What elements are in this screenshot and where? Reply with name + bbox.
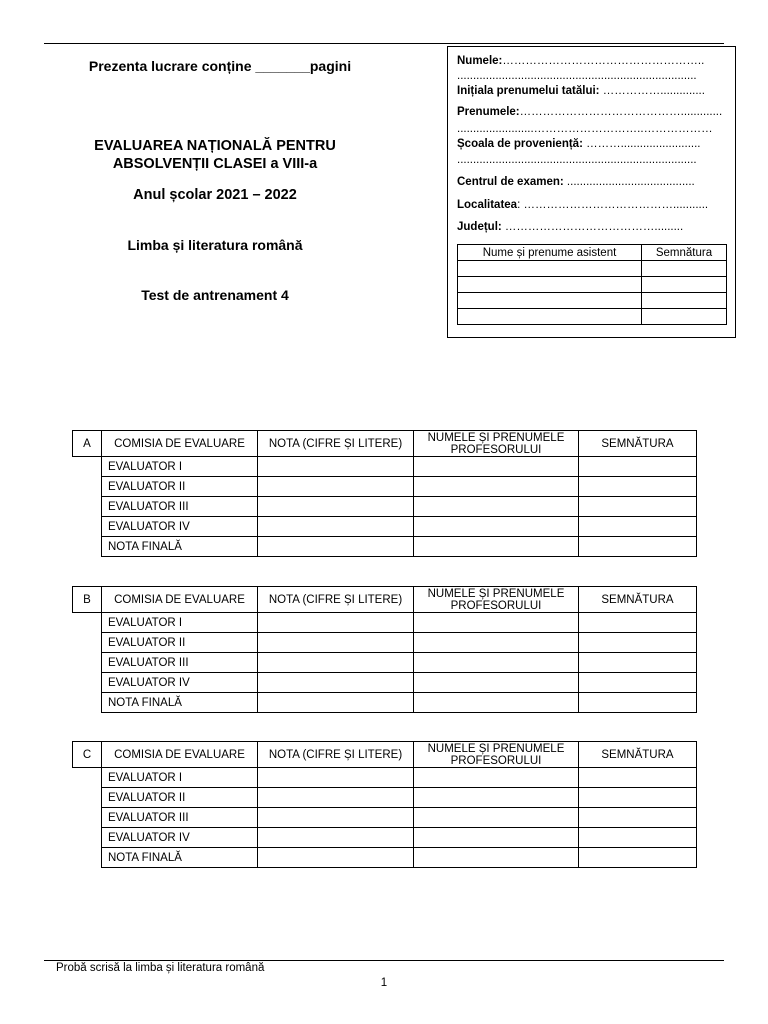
candidate-info-box [447, 46, 736, 338]
assistant-signature-cell[interactable] [642, 277, 727, 293]
grade-cell[interactable] [258, 653, 414, 673]
top-rule [44, 43, 724, 44]
evaluator-row [73, 613, 697, 633]
evaluation-table-b [72, 586, 697, 713]
teacher-name-header: NUMELE ȘI PRENUMELE PROFESORULUI [414, 742, 579, 768]
evaluator-label: EVALUATOR III [102, 653, 258, 673]
grade-cell[interactable] [258, 497, 414, 517]
signature-cell[interactable] [579, 693, 697, 713]
teacher-name-cell[interactable] [414, 673, 579, 693]
grade-cell[interactable] [258, 457, 414, 477]
blank-cell [73, 457, 102, 477]
field-scoala-cont[interactable]: ........................................................................... [457, 154, 697, 166]
evaluator-label: EVALUATOR I [102, 768, 258, 788]
teacher-name-cell[interactable] [414, 457, 579, 477]
grade-cell[interactable] [258, 613, 414, 633]
teacher-name-cell[interactable] [414, 613, 579, 633]
assistant-signature-cell[interactable] [642, 309, 727, 325]
evaluator-label: NOTA FINALĂ [102, 537, 258, 557]
assistant-signature-cell[interactable] [642, 261, 727, 277]
evaluator-row [73, 457, 697, 477]
blank-cell [73, 828, 102, 848]
blank-cell [73, 848, 102, 868]
evaluation-table-header [73, 587, 697, 613]
assistant-table-header [458, 245, 727, 261]
signature-header: SEMNĂTURA [579, 431, 697, 457]
school-year: Anul școlar 2021 – 2022 [133, 187, 297, 203]
assistant-name-cell[interactable] [458, 309, 642, 325]
signature-cell[interactable] [579, 477, 697, 497]
blank-cell [73, 693, 102, 713]
assistant-name-header: Nume și prenume asistent [458, 245, 642, 261]
field-numele[interactable]: Numele:…………………………………………….. [457, 55, 705, 67]
footer-rule [44, 960, 724, 961]
signature-cell[interactable] [579, 673, 697, 693]
evaluation-table-a [72, 430, 697, 557]
signature-cell[interactable] [579, 653, 697, 673]
field-numele-cont[interactable]: ........................................................................... [457, 70, 697, 82]
field-judetul[interactable]: Județul: …………………………………......... [457, 221, 684, 233]
page-number: 1 [380, 977, 388, 989]
field-centrul-examen[interactable]: Centrul de examen: ........................................ [457, 176, 695, 188]
test-name: Test de antrenament 4 [141, 287, 289, 303]
evaluator-row [73, 673, 697, 693]
evaluator-row [73, 808, 697, 828]
table-letter: C [73, 742, 102, 768]
grade-cell[interactable] [258, 693, 414, 713]
signature-cell[interactable] [579, 633, 697, 653]
teacher-name-cell[interactable] [414, 537, 579, 557]
evaluator-row [73, 517, 697, 537]
teacher-name-cell[interactable] [414, 788, 579, 808]
signature-cell[interactable] [579, 537, 697, 557]
evaluator-row [73, 537, 697, 557]
teacher-name-cell[interactable] [414, 477, 579, 497]
grade-cell[interactable] [258, 673, 414, 693]
grade-cell[interactable] [258, 537, 414, 557]
evaluator-label: EVALUATOR II [102, 477, 258, 497]
signature-cell[interactable] [579, 517, 697, 537]
teacher-name-cell[interactable] [414, 653, 579, 673]
evaluator-label: EVALUATOR I [102, 457, 258, 477]
signature-cell[interactable] [579, 788, 697, 808]
exam-title [60, 137, 370, 173]
signature-header: SEMNĂTURA [579, 742, 697, 768]
grade-cell[interactable] [258, 848, 414, 868]
grade-cell[interactable] [258, 788, 414, 808]
commission-header: COMISIA DE EVALUARE [102, 431, 258, 457]
teacher-name-cell[interactable] [414, 693, 579, 713]
evaluator-row [73, 788, 697, 808]
exam-title-line1: EVALUAREA NAȚIONALĂ PENTRU [94, 138, 336, 154]
blank-cell [73, 517, 102, 537]
teacher-name-cell[interactable] [414, 633, 579, 653]
grade-cell[interactable] [258, 633, 414, 653]
evaluator-row [73, 828, 697, 848]
table-letter: A [73, 431, 102, 457]
teacher-name-cell[interactable] [414, 768, 579, 788]
evaluator-row [73, 693, 697, 713]
teacher-name-cell[interactable] [414, 517, 579, 537]
signature-header: SEMNĂTURA [579, 587, 697, 613]
field-prenumele-cont[interactable]: ........................………………………..……………… [457, 123, 713, 135]
signature-cell[interactable] [579, 808, 697, 828]
grade-header: NOTA (CIFRE ȘI LITERE) [258, 431, 414, 457]
evaluation-table-c [72, 741, 697, 868]
blank-cell [73, 497, 102, 517]
teacher-name-header: NUMELE ȘI PRENUMELE PROFESORULUI [414, 587, 579, 613]
blank-cell [73, 673, 102, 693]
signature-cell[interactable] [579, 613, 697, 633]
assistant-name-cell[interactable] [458, 293, 642, 309]
signature-cell[interactable] [579, 457, 697, 477]
grade-cell[interactable] [258, 828, 414, 848]
teacher-name-header: NUMELE ȘI PRENUMELE PROFESORULUI [414, 431, 579, 457]
field-initiala-tatalui[interactable]: Inițiala prenumelui tatălui: …………….............. [457, 85, 705, 97]
pages-count-line: Prezenta lucrare conține _______pagini [88, 58, 352, 74]
evaluator-label: EVALUATOR III [102, 497, 258, 517]
commission-header: COMISIA DE EVALUARE [102, 587, 258, 613]
blank-cell [73, 788, 102, 808]
commission-header: COMISIA DE EVALUARE [102, 742, 258, 768]
field-localitatea[interactable]: Localitatea: …………………………………........... [457, 199, 709, 211]
assistant-row [458, 261, 727, 277]
assistant-name-cell[interactable] [458, 261, 642, 277]
evaluator-row [73, 497, 697, 517]
blank-cell [73, 633, 102, 653]
subject-title: Limba și literatura română [127, 237, 303, 253]
evaluator-label: NOTA FINALĂ [102, 848, 258, 868]
evaluator-label: EVALUATOR IV [102, 517, 258, 537]
blank-cell [73, 477, 102, 497]
evaluator-label: EVALUATOR II [102, 788, 258, 808]
assistant-name-cell[interactable] [458, 277, 642, 293]
evaluation-table-header [73, 431, 697, 457]
footer-text: Probă scrisă la limba și literatura română [56, 962, 265, 974]
signature-cell[interactable] [579, 828, 697, 848]
evaluator-row [73, 477, 697, 497]
teacher-name-cell[interactable] [414, 848, 579, 868]
assistant-row [458, 277, 727, 293]
evaluator-label: EVALUATOR IV [102, 828, 258, 848]
grade-cell[interactable] [258, 808, 414, 828]
assistant-signature-cell[interactable] [642, 293, 727, 309]
evaluator-row [73, 633, 697, 653]
field-prenumele[interactable]: Prenumele:……………………………………............. [457, 106, 723, 118]
grade-cell[interactable] [258, 477, 414, 497]
evaluator-label: EVALUATOR III [102, 808, 258, 828]
grade-cell[interactable] [258, 768, 414, 788]
blank-cell [73, 613, 102, 633]
evaluator-row [73, 768, 697, 788]
exam-title-line2: ABSOLVENȚII CLASEI a VIII-a [112, 156, 318, 172]
teacher-name-cell[interactable] [414, 828, 579, 848]
teacher-name-cell[interactable] [414, 808, 579, 828]
blank-cell [73, 768, 102, 788]
blank-cell [73, 537, 102, 557]
evaluator-label: EVALUATOR IV [102, 673, 258, 693]
signature-cell[interactable] [579, 497, 697, 517]
evaluation-table-header [73, 742, 697, 768]
evaluator-label: EVALUATOR II [102, 633, 258, 653]
field-scoala[interactable]: Școala de proveniență: ………......................... [457, 138, 701, 150]
evaluator-label: NOTA FINALĂ [102, 693, 258, 713]
grade-header: NOTA (CIFRE ȘI LITERE) [258, 587, 414, 613]
table-letter: B [73, 587, 102, 613]
grade-header: NOTA (CIFRE ȘI LITERE) [258, 742, 414, 768]
evaluator-row [73, 848, 697, 868]
evaluator-label: EVALUATOR I [102, 613, 258, 633]
blank-cell [73, 808, 102, 828]
assistant-row [458, 293, 727, 309]
assistant-table [457, 244, 727, 325]
assistant-row [458, 309, 727, 325]
evaluator-row [73, 653, 697, 673]
grade-cell[interactable] [258, 517, 414, 537]
signature-cell[interactable] [579, 768, 697, 788]
assistant-signature-header: Semnătura [642, 245, 727, 261]
blank-cell [73, 653, 102, 673]
teacher-name-cell[interactable] [414, 497, 579, 517]
signature-cell[interactable] [579, 848, 697, 868]
